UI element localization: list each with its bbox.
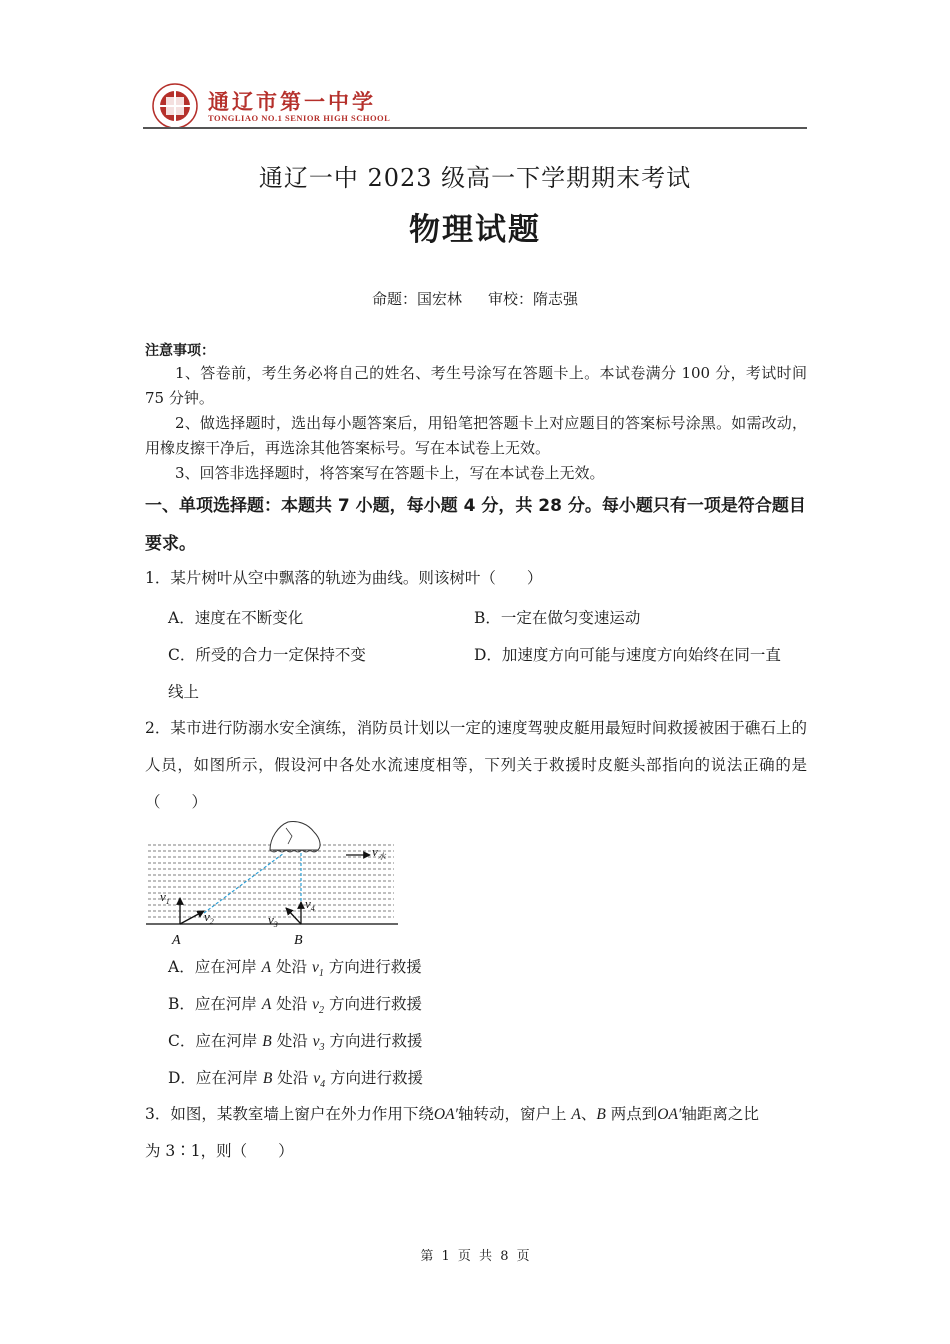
question-3-stem-line1: 3．如图，某教室墙上窗户在外力作用下绕OA′轴转动，窗户上 A、B 两点到OA′轴距离之比 <box>145 1105 759 1123</box>
q2-option-c: C．应在河岸 B 处沿 $v_3$ 方向进行救援 <box>168 1032 423 1054</box>
notes-heading: 注意事项： <box>145 343 215 359</box>
label-v3: $v_3$ <box>268 912 278 929</box>
q1-option-b: B．一定在做匀变速运动 <box>474 609 641 627</box>
label-a: A <box>172 933 181 948</box>
page-number: 第 1 页 共 8 页 <box>420 1249 530 1264</box>
school-emblem-icon <box>152 83 198 129</box>
school-name-cn: 通辽市第一中学 <box>208 90 376 114</box>
question-2-stem: 2．某市进行防溺水安全演练，消防员计划以一定的速度驾驶皮艇用最短时间救援被困于礁石上的人员，如图所示，假设河中各处水流速度相等，下列关于救援时皮艇头部指向的说法正确的是（ ） <box>145 719 807 811</box>
label-v1: $v_1$ <box>160 889 170 906</box>
exam-title: 通辽一中 2023 级高一下学期期末考试 <box>258 164 692 192</box>
question-setter: 命题：国宏林 <box>371 290 462 308</box>
question-3-stem-line2: 为 3∶1，则（ ） <box>145 1142 294 1160</box>
q1-option-d: D．加速度方向可能与速度方向始终在同一直 <box>474 646 781 664</box>
header-divider <box>143 127 807 129</box>
river-rescue-diagram <box>146 818 398 948</box>
note-item-3: 3、回答非选择题时，将答案写在答题卡上，写在本试卷上无效。 <box>175 464 605 482</box>
authors-line <box>0 288 950 309</box>
reviewer: 审校：隋志强 <box>488 290 579 308</box>
q2-option-a: A．应在河岸 A 处沿 $v_1$ 方向进行救援 <box>168 958 422 980</box>
q2-option-b: B．应在河岸 A 处沿 $v_2$ 方向进行救援 <box>168 995 422 1017</box>
label-b: B <box>294 933 303 948</box>
school-logo <box>152 83 392 131</box>
q1-option-c: C．所受的合力一定保持不变 <box>168 646 366 664</box>
q1-option-a: A．速度在不断变化 <box>168 609 304 627</box>
label-v4: $v_4$ <box>305 896 315 913</box>
label-vwater: $v_水$ <box>372 844 386 861</box>
note-item-2: 2、做选择题时，选出每小题答案后，用铅笔把答题卡上对应题目的答案标号涂黑。如需改动，用橡皮擦干净后，再选涂其他答案标号。写在本试卷上无效。 <box>145 414 807 457</box>
q1-option-d-cont: 线上 <box>168 683 200 701</box>
question-1-stem: 1．某片树叶从空中飘落的轨迹为曲线。则该树叶（ ） <box>145 569 543 587</box>
q2-option-d: D．应在河岸 B 处沿 $v_4$ 方向进行救援 <box>168 1069 424 1091</box>
section-heading: 一、单项选择题：本题共 7 小题，每小题 4 分，共 28 分。每小题只有一项是符合题目要求。 <box>145 496 806 554</box>
note-item-1: 1、答卷前，考生务必将自己的姓名、考生号涂写在答题卡上。本试卷满分 100 分，考试时间 75 分钟。 <box>145 364 807 407</box>
label-v2: $v_2$ <box>204 909 214 926</box>
subject-title: 物理试题 <box>409 212 541 248</box>
school-name-en: TONGLIAO NO.1 SENIOR HIGH SCHOOL <box>208 113 391 123</box>
